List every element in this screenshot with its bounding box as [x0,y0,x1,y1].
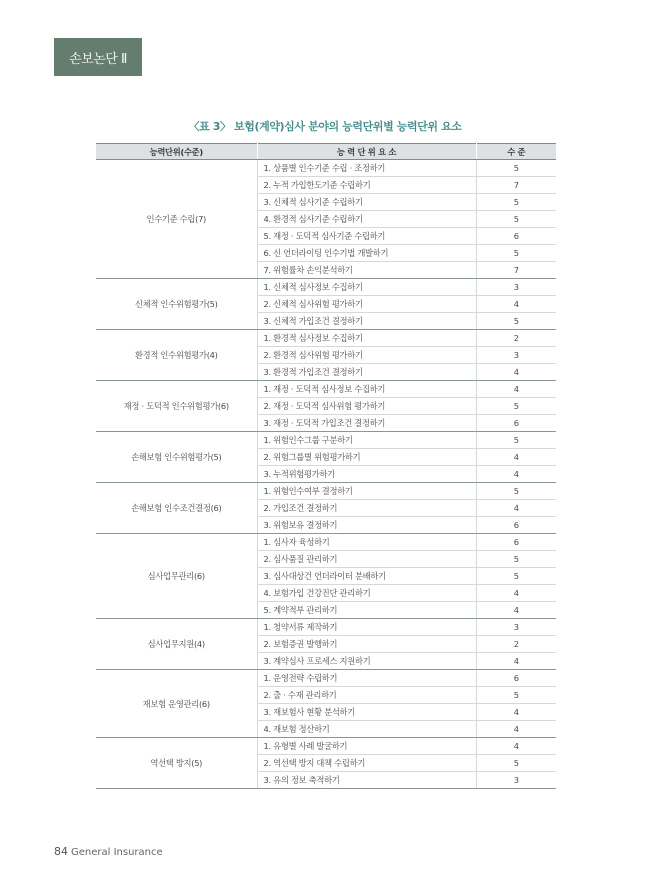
level-cell: 6 [476,517,556,534]
level-cell: 5 [476,687,556,704]
publication-name: General Insurance [71,847,163,858]
level-cell: 4 [476,296,556,313]
competency-element-cell: 3. 재보험사 현황 분석하기 [257,704,476,721]
competency-element-cell: 1. 위험인수여부 결정하기 [257,483,476,500]
competency-element-cell: 1. 상품별 인수기준 수립 · 조정하기 [257,160,476,177]
competency-element-cell: 2. 신체적 심사위험 평가하기 [257,296,476,313]
competency-element-cell: 5. 계약적부 관리하기 [257,602,476,619]
level-cell: 4 [476,364,556,381]
level-cell: 5 [476,211,556,228]
level-cell: 3 [476,279,556,296]
level-cell: 4 [476,738,556,755]
level-cell: 4 [476,602,556,619]
competency-unit-cell: 인수기준 수립(7) [96,160,257,279]
competency-element-cell: 1. 신체적 심사정보 수집하기 [257,279,476,296]
competency-element-cell: 3. 유의 정보 축적하기 [257,772,476,789]
level-cell: 5 [476,194,556,211]
page-footer [54,845,163,858]
table-row [96,381,556,398]
competency-element-cell: 1. 유형별 사례 발굴하기 [257,738,476,755]
competency-element-cell: 3. 위험보유 결정하기 [257,517,476,534]
level-cell: 4 [476,449,556,466]
competency-element-cell: 1. 위험인수그룹 구분하기 [257,432,476,449]
level-cell: 4 [476,381,556,398]
table-header-row [96,144,556,160]
competency-element-cell: 3. 심사대상건 언더라이터 분배하기 [257,568,476,585]
level-cell: 6 [476,670,556,687]
level-cell: 5 [476,483,556,500]
competency-element-cell: 2. 보험증권 발행하기 [257,636,476,653]
level-cell: 5 [476,160,556,177]
competency-unit-cell: 손해보험 인수위험평가(5) [96,432,257,483]
competency-unit-cell: 재정 · 도덕적 인수위험평가(6) [96,381,257,432]
level-cell: 5 [476,245,556,262]
competency-element-cell: 1. 재정 · 도덕적 심사정보 수집하기 [257,381,476,398]
competency-element-cell: 3. 신체적 심사기준 수립하기 [257,194,476,211]
competency-element-cell: 1. 환경적 심사정보 수집하기 [257,330,476,347]
competency-element-cell: 1. 청약서류 제작하기 [257,619,476,636]
competency-unit-cell: 심사업무관리(6) [96,534,257,619]
level-cell: 7 [476,177,556,194]
competency-element-cell: 2. 위험그룹별 위험평가하기 [257,449,476,466]
competency-element-cell: 3. 신체적 가입조건 결정하기 [257,313,476,330]
table-title: 〈표 3〉 보험(계약)심사 분야의 능력단위별 능력단위 요소 [188,120,462,133]
competency-element-cell: 1. 운영전략 수립하기 [257,670,476,687]
competency-element-cell: 3. 환경적 가입조건 결정하기 [257,364,476,381]
competency-element-cell: 3. 누적위험평가하기 [257,466,476,483]
column-header-unit: 능력단위(수준) [96,144,257,160]
level-cell: 4 [476,585,556,602]
level-cell: 6 [476,415,556,432]
level-cell: 2 [476,330,556,347]
level-cell: 5 [476,313,556,330]
table-body [96,160,556,789]
competency-table [96,143,556,789]
level-cell: 3 [476,772,556,789]
table-row [96,432,556,449]
level-cell: 4 [476,704,556,721]
competency-element-cell: 4. 재보험 정산하기 [257,721,476,738]
competency-element-cell: 2. 누적 가입한도기준 수립하기 [257,177,476,194]
competency-unit-cell: 심사업무지원(4) [96,619,257,670]
competency-unit-cell: 재보험 운영관리(6) [96,670,257,738]
table-row [96,534,556,551]
competency-unit-cell: 역선택 방지(5) [96,738,257,789]
section-badge: 손보논단 Ⅱ [54,38,142,76]
table-row [96,738,556,755]
level-cell: 5 [476,551,556,568]
level-cell: 5 [476,568,556,585]
level-cell: 6 [476,534,556,551]
level-cell: 7 [476,262,556,279]
table-row [96,483,556,500]
level-cell: 5 [476,755,556,772]
competency-unit-cell: 손해보험 인수조건결정(6) [96,483,257,534]
table-row [96,330,556,347]
page-number: 84 [54,845,68,858]
level-cell: 4 [476,500,556,517]
competency-element-cell: 2. 역선택 방지 대책 수립하기 [257,755,476,772]
competency-element-cell: 2. 재정 · 도덕적 심사위험 평가하기 [257,398,476,415]
competency-unit-cell: 신체적 인수위험평가(5) [96,279,257,330]
competency-element-cell: 5. 재정 · 도덕적 심사기준 수립하기 [257,228,476,245]
competency-element-cell: 3. 재정 · 도덕적 가입조건 결정하기 [257,415,476,432]
level-cell: 4 [476,653,556,670]
level-cell: 4 [476,466,556,483]
table-row [96,619,556,636]
competency-element-cell: 3. 계약심사 프로세스 지원하기 [257,653,476,670]
competency-element-cell: 2. 가입조건 결정하기 [257,500,476,517]
column-header-level: 수 준 [476,144,556,160]
competency-element-cell: 2. 출 · 수재 관리하기 [257,687,476,704]
competency-element-cell: 4. 환경적 심사기준 수립하기 [257,211,476,228]
table-row [96,279,556,296]
level-cell: 3 [476,619,556,636]
table-row [96,160,556,177]
level-cell: 3 [476,347,556,364]
column-header-element: 능 력 단 위 요 소 [257,144,476,160]
competency-element-cell: 2. 심사품질 관리하기 [257,551,476,568]
table-row [96,670,556,687]
level-cell: 4 [476,721,556,738]
competency-element-cell: 2. 환경적 심사위험 평가하기 [257,347,476,364]
competency-element-cell: 1. 심사자 육성하기 [257,534,476,551]
competency-element-cell: 6. 신 언더라이팅 인수기법 개발하기 [257,245,476,262]
level-cell: 2 [476,636,556,653]
competency-unit-cell: 환경적 인수위험평가(4) [96,330,257,381]
competency-element-cell: 4. 보험가입 건강진단 관리하기 [257,585,476,602]
level-cell: 5 [476,432,556,449]
competency-element-cell: 7. 위험률차 손익분석하기 [257,262,476,279]
level-cell: 6 [476,228,556,245]
level-cell: 5 [476,398,556,415]
